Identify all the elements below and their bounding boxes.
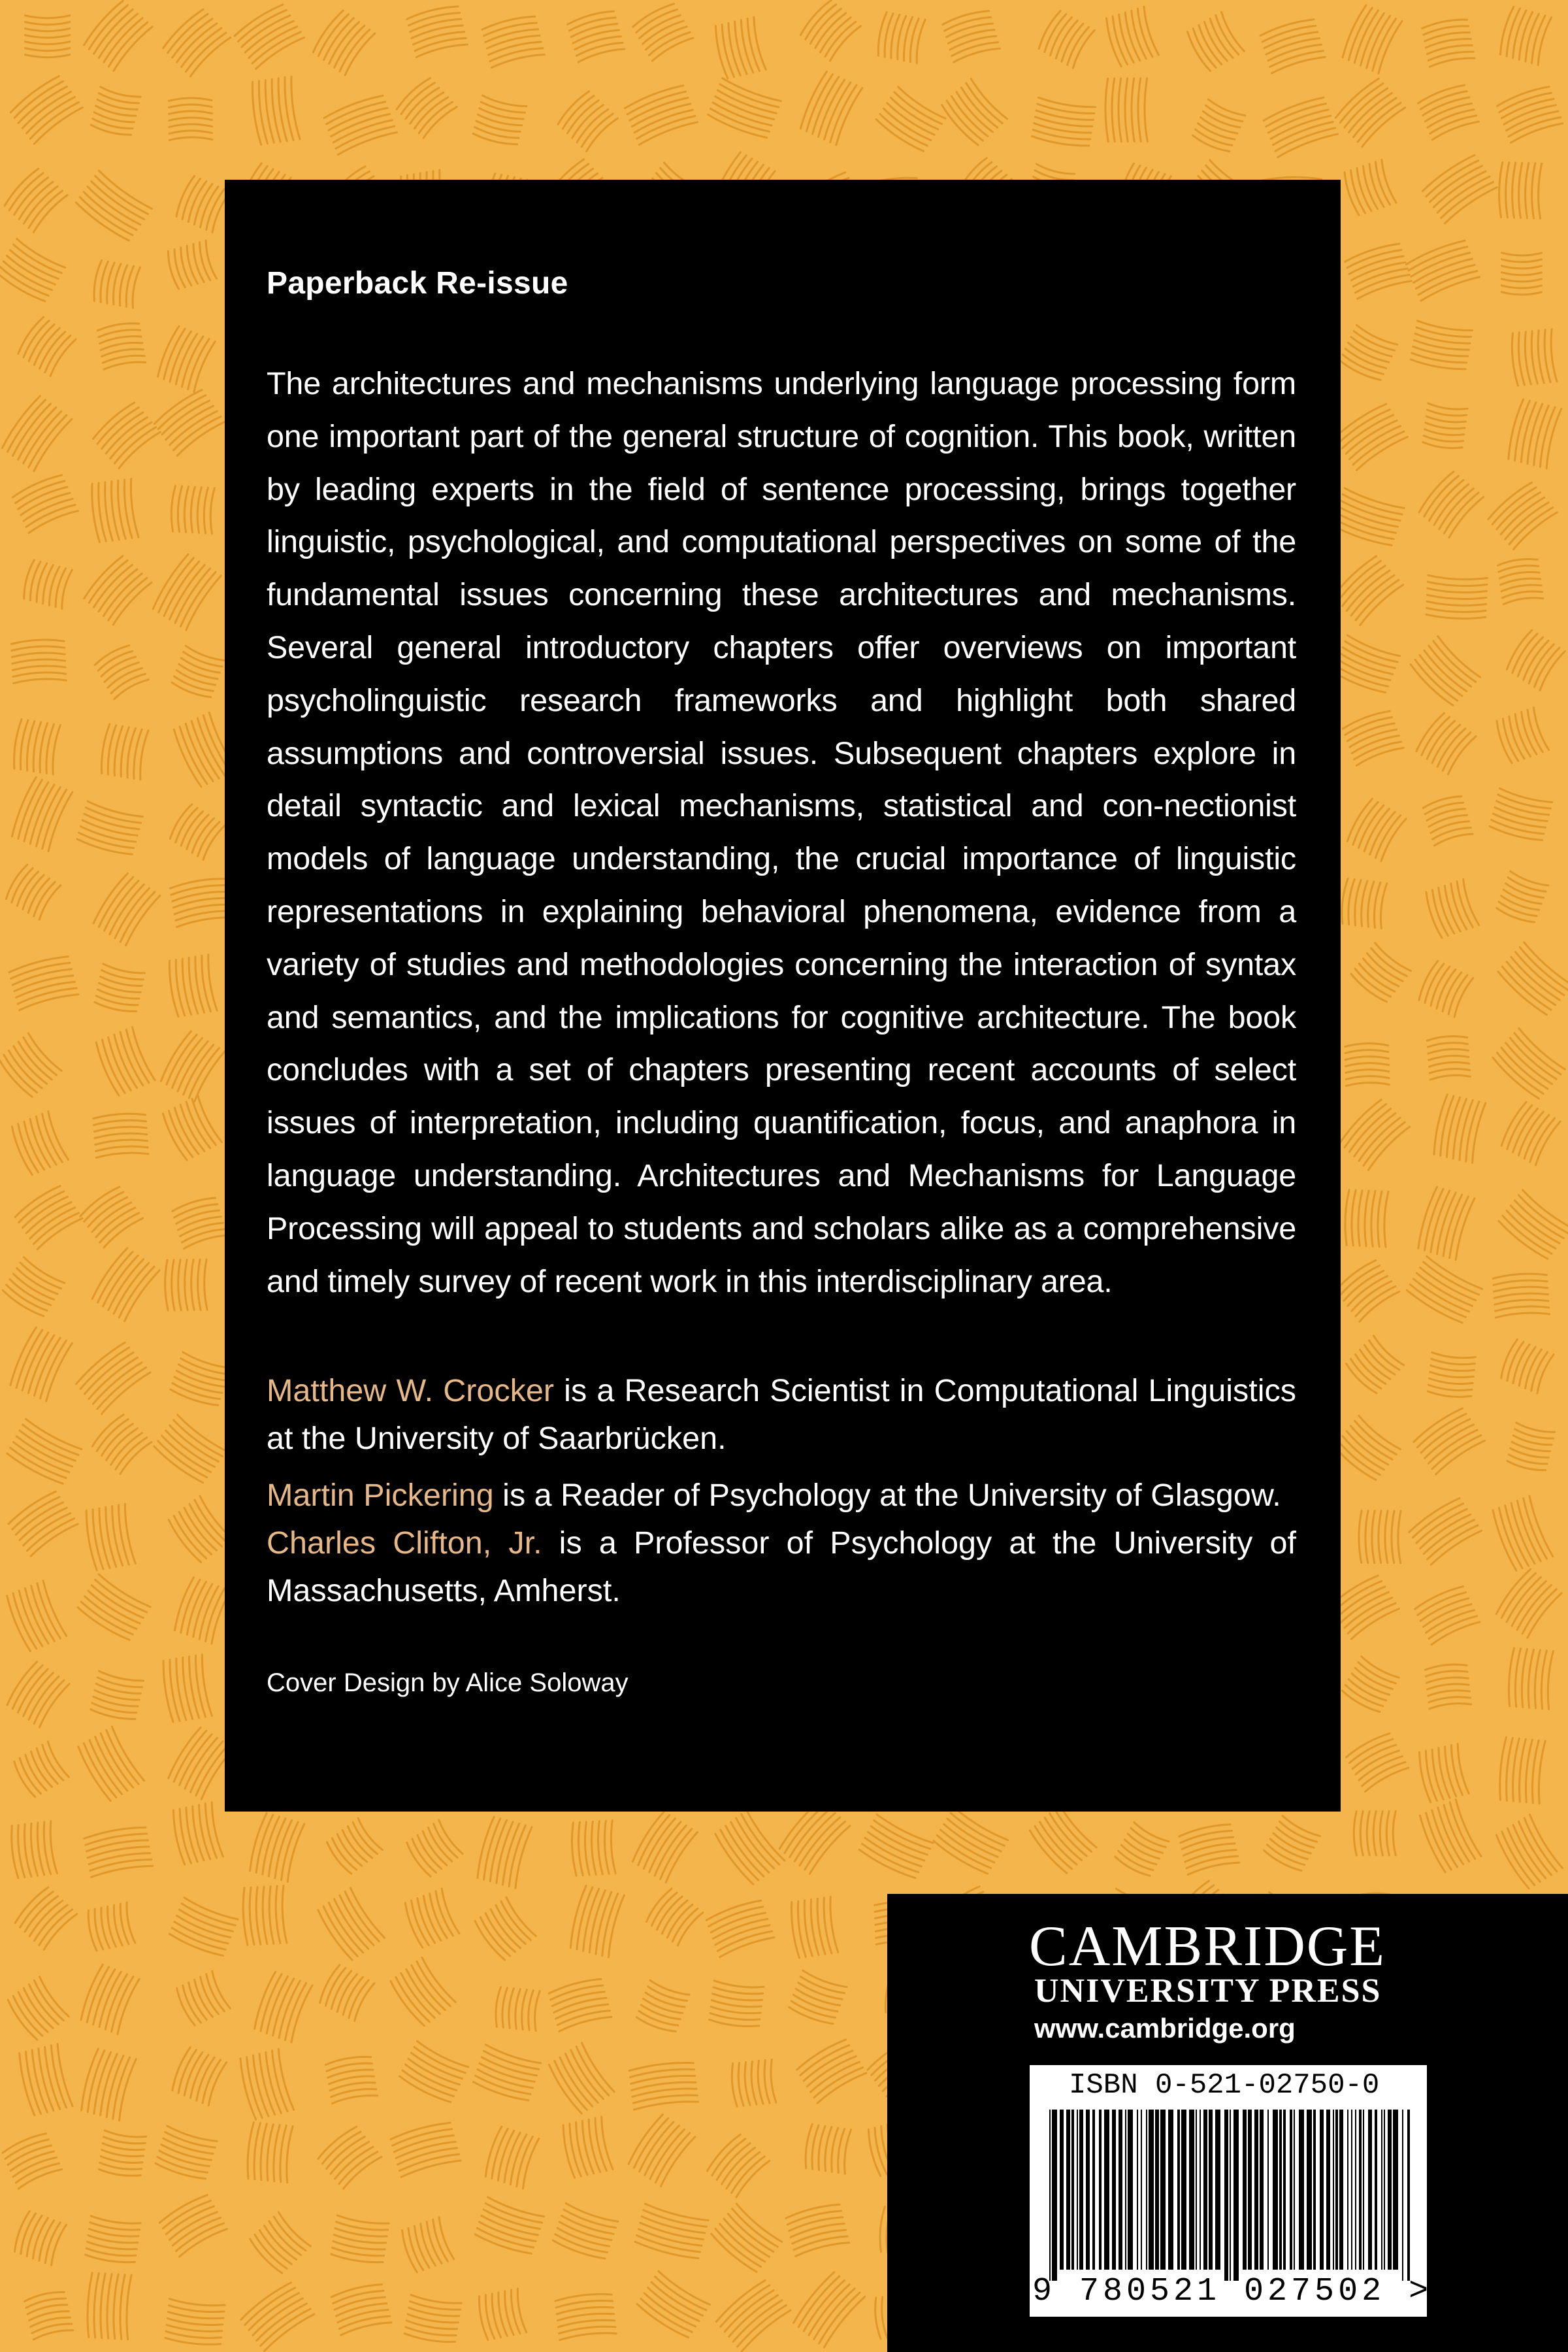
publisher-logo-wordmark: CAMBRIDGE [1029, 1915, 1386, 1978]
author-bio-clifton [267, 1519, 1296, 1615]
barcode-box [1030, 2065, 1433, 2317]
author-name: Martin Pickering [267, 1478, 494, 1514]
cover-design-credit: Cover Design by Alice Soloway [267, 1668, 629, 1698]
author-name: Matthew W. Crocker [267, 1373, 554, 1409]
author-bio-pickering [267, 1472, 1296, 1519]
reissue-heading: Paperback Re-issue [267, 266, 568, 301]
author-name: Charles Clifton, Jr. [267, 1525, 542, 1561]
author-bio-text: is a Reader of Psychology at the University of Glasgow. [493, 1478, 1281, 1514]
publisher-website: www.cambridge.org [1034, 2013, 1296, 2044]
isbn-number: ISBN 0-521-02750-0 [1069, 2069, 1380, 2102]
author-bio-text: is a Research Scientist in Computational Linguistics at the University of Saarbrücken. [267, 1373, 1296, 1457]
publisher-block [887, 1894, 1568, 2352]
barcode-icon [1030, 2065, 1427, 2281]
publisher-press-label: UNIVERSITY PRESS [1034, 1972, 1382, 2010]
author-bio-text: is a Professor of Psychology at the University of Massachusetts, Amherst. [267, 1525, 1296, 1609]
author-bio-crocker [267, 1367, 1296, 1463]
ean-number: 9 780521 027502 > [1032, 2273, 1433, 2310]
book-description: The architectures and mechanisms underlying language processing form one important part of the general structure of cognition. This book, written by leading experts in the field of sentence processing, brings together linguistic, psychological, and computational perspectives on some of the fundamental issues concerning these architectures and mechanisms. Several general introductory chapters offer overviews on important psycholinguistic research frameworks and highlight both shared assumptions and controversial issues. Subsequent chapters explore in detail syntactic and lexical mechanisms, statistical and con-nectionist models of language understanding, the crucial importance of linguistic representations in explaining behavioral phenomena, evidence from a variety of studies and methodologies concerning the interaction of syntax and semantics, and the implications for cognitive architecture. The book concludes with a set of chapters presenting recent accounts of select issues of interpretation, including quantification, focus, and anaphora in language understanding. Architectures and Mechanisms for Language Processing will appeal to students and scholars alike as a comprehensive and timely survey of recent work in this interdisciplinary area. [267, 366, 1296, 1299]
description-panel [225, 180, 1341, 1812]
